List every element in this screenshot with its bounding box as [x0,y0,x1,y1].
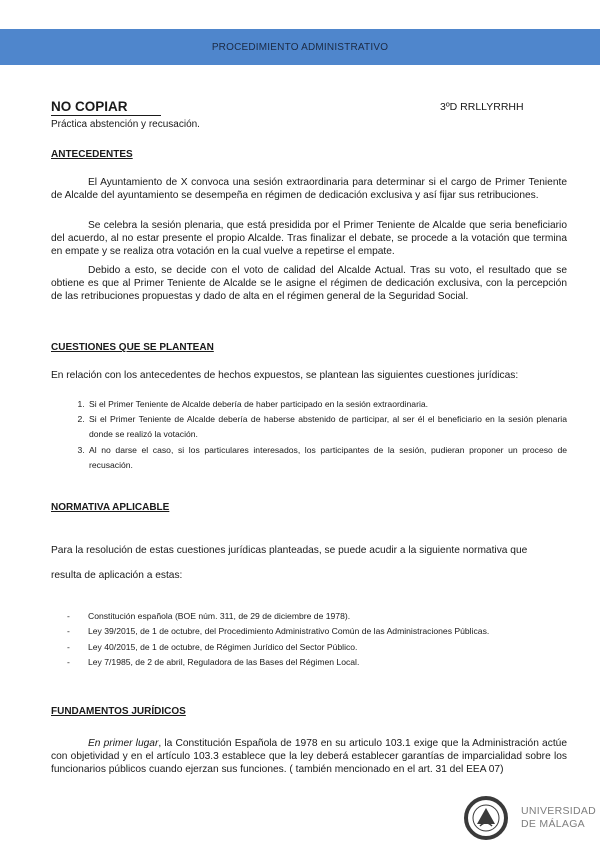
fundamentos-lead: En primer lugar [88,738,159,749]
cuestiones-intro: En relación con los antecedentes de hechos expuestos, se plantean las siguientes cuestiones jurídicas: [51,370,519,381]
header-title: PROCEDIMIENTO ADMINISTRATIVO [211,41,389,53]
document-subtitle: Práctica abstención y recusación. [51,119,200,130]
list-item: - Ley 39/2015, de 1 de octubre, del Procedimiento Administrativo Común de las Administraciones Públicas. [51,624,571,639]
antecedentes-paragraph: El Ayuntamiento de X convoca una sesión extraordinaria para determinar si el cargo de Primer Teniente de Alcalde del ayuntamiento se desempeña en régimen de dedicación exclusiva y así fijar sus retribuciones. [51,177,567,201]
university-name [521,805,596,830]
list-item: 3. Al no darse el caso, si los particulares interesados, los participantes de la sesión, pudieran proponer un proceso de recusación. [87,443,567,473]
university-name-line2: DE MÁLAGA [521,817,585,830]
antecedentes-heading: ANTECEDENTES [51,149,133,160]
university-seal-icon [463,796,513,840]
antecedentes-paragraph: Debido a esto, se decide con el voto de calidad del Alcalde Actual. Tras su voto, el resultado que se obtiene es que al Primer Teniente de Alcalde se le asigne el régimen de dedicación exclusiva, con la percepción de las retribuciones propuestas y dado de alta en el régimen general de la Seguridad Social. [51,265,567,302]
list-item: - Ley 40/2015, de 1 de octubre, de Régimen Jurídico del Sector Público. [51,640,571,655]
cuestiones-heading: CUESTIONES QUE SE PLANTEAN [51,342,214,353]
university-name-line1: UNIVERSIDAD [521,805,597,817]
list-item: 1. Si el Primer Teniente de Alcalde debería de haber participado en la sesión extraordinaria. [87,397,567,412]
university-logo [463,796,597,840]
normativa-intro-line2: resulta de aplicación a estas: [51,570,183,581]
document-title: NO COPIAR [51,99,128,114]
antecedentes-paragraph: Se celebra la sesión plenaria, que está presidida por el Primer Teniente de Alcalde que seria beneficiario del acuerdo, al no estar presente el propio Alcalde. Tras finalizar el debate, se procede a la votación que termina en empate y se realiza otra votación en la cual vuelve a repetirse el empate. [51,220,567,257]
normativa-list [51,609,571,671]
list-item: - Constitución española (BOE núm. 311, de 29 de diciembre de 1978). [51,609,571,624]
fundamentos-heading: FUNDAMENTOS JURÍDICOS [51,706,186,717]
cuestiones-list [51,397,567,473]
normativa-intro-line1: Para la resolución de estas cuestiones jurídicas planteadas, se puede acudir a la siguiente normativa que [51,545,528,556]
list-item: - Ley 7/1985, de 2 de abril, Reguladora de las Bases del Régimen Local. [51,655,571,670]
document-reference: 3ºD RRLLYRRHH [440,101,524,113]
title-underline [51,115,161,116]
fundamentos-text: , la Constitución Española de 1978 en su articulo 103.1 exige que la Administración actúe con objetividad y en el artículo 103.3 establece que la ley deberá establecer garantías de imparcialidad sobre los funcionarios públicos cuando ejerzan sus funciones. ( también mencionado en el art. 31 del EEA 07) [51,738,567,775]
fundamentos-paragraph [51,738,567,777]
list-item: 2. Si el Primer Teniente de Alcalde debería de haberse abstenido de participar, al ser él el beneficiario en la sesión plenaria donde se realizó la votación. [87,412,567,442]
normativa-heading: NORMATIVA APLICABLE [51,502,170,513]
header-bar [0,29,600,65]
